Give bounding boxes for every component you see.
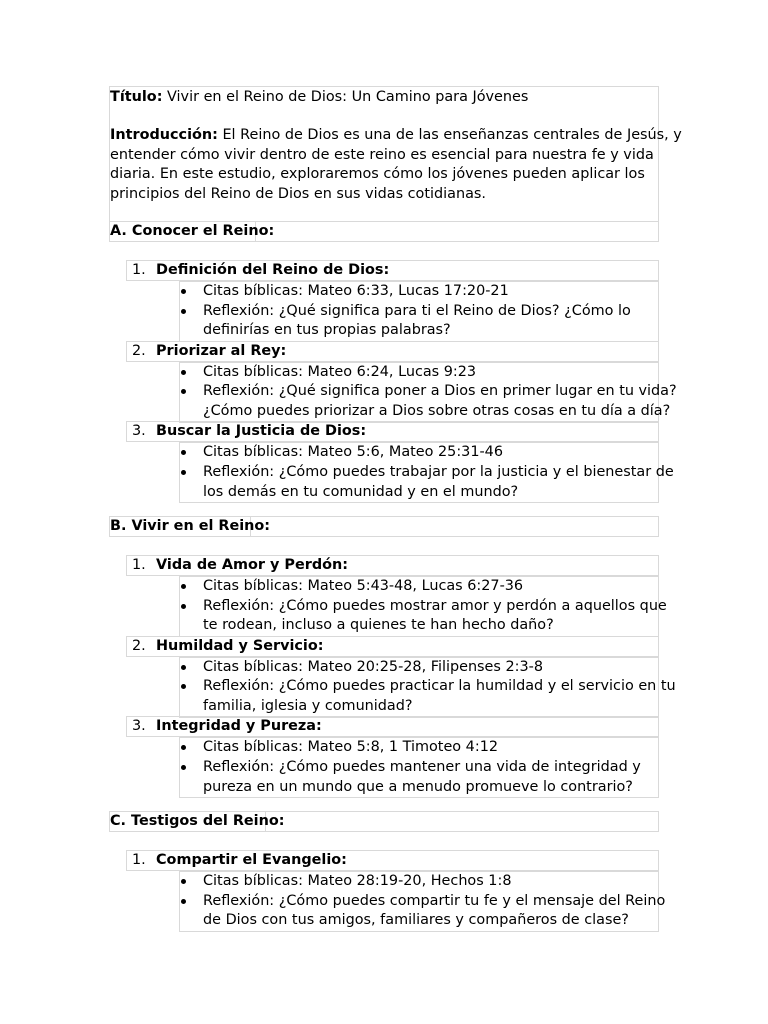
bullet-text: Reflexión: ¿Cómo puedes mantener una vida de integridad y bbox=[203, 758, 641, 775]
section-heading: A. Conocer el Reino: bbox=[110, 223, 275, 239]
bullet-dot bbox=[181, 470, 186, 475]
list-item-title: Integridad y Pureza: bbox=[156, 718, 322, 735]
bullet-dot bbox=[181, 604, 186, 609]
bullet-dot bbox=[181, 765, 186, 770]
intro-line-3: diaria. En este estudio, exploraremos cómo los jóvenes pueden aplicar los bbox=[110, 166, 645, 182]
list-number: 1. bbox=[132, 557, 146, 573]
title-label: Título: bbox=[110, 89, 163, 105]
bullet-text: familia, iglesia y comunidad? bbox=[203, 698, 413, 714]
bullet-text: Reflexión: ¿Qué significa para ti el Reino de Dios? ¿Cómo lo bbox=[203, 302, 631, 319]
bullet-text: Reflexión: ¿Cómo puedes mostrar amor y perdón a aquellos que bbox=[203, 597, 667, 614]
list-number: 1. bbox=[132, 262, 146, 278]
bullet-text: Citas bíblicas: Mateo 5:43-48, Lucas 6:27-36 bbox=[203, 578, 524, 594]
bullet-text: Reflexión: ¿Cómo puedes practicar la humildad y el servicio en tu bbox=[203, 678, 676, 695]
bullet-dot bbox=[181, 899, 186, 904]
list-item-title: Buscar la Justicia de Dios: bbox=[156, 423, 367, 440]
section-heading: C. Testigos del Reino: bbox=[110, 813, 285, 829]
list-number: 2. bbox=[132, 342, 146, 359]
bullet-text: Citas bíblicas: Mateo 5:8, 1 Timoteo 4:12 bbox=[203, 739, 499, 756]
list-number: 1. bbox=[132, 852, 146, 868]
bullet-text: Citas bíblicas: Mateo 20:25-28, Filipenses 2:3-8 bbox=[203, 658, 543, 675]
intro-line-1 bbox=[110, 125, 682, 145]
list-item-title: Compartir el Evangelio: bbox=[156, 852, 347, 868]
list-item-title: Vida de Amor y Perdón: bbox=[156, 557, 349, 573]
bullet-text: te rodean, incluso a quienes te han hecho daño? bbox=[203, 617, 554, 634]
bullet-text: de Dios con tus amigos, familiares y compañeros de clase? bbox=[203, 912, 629, 929]
list-number: 2. bbox=[132, 637, 146, 654]
bullet-text: los demás en tu comunidad y en el mundo? bbox=[203, 483, 519, 500]
intro-text: El Reino de Dios es una de las enseñanzas centrales de Jesús, y bbox=[222, 127, 682, 143]
section-heading: B. Vivir en el Reino: bbox=[110, 518, 271, 534]
list-item-title: Humildad y Servicio: bbox=[156, 637, 324, 654]
bullet-text: Reflexión: ¿Cómo puedes trabajar por la justicia y el bienestar de bbox=[203, 463, 674, 480]
title-line bbox=[110, 87, 528, 107]
intro-line-2: entender cómo vivir dentro de este reino es esencial para nuestra fe y vida bbox=[110, 147, 654, 163]
list-item-title: Definición del Reino de Dios: bbox=[156, 262, 390, 278]
bullet-dot bbox=[181, 289, 186, 294]
bullet-text: ¿Cómo puedes priorizar a Dios sobre otras cosas en tu día a día? bbox=[203, 403, 671, 419]
bullet-text: Citas bíblicas: Mateo 28:19-20, Hechos 1:8 bbox=[203, 873, 512, 889]
bullet-text: Reflexión: ¿Cómo puedes compartir tu fe y el mensaje del Reino bbox=[203, 892, 666, 909]
document-title: Vivir en el Reino de Dios: Un Camino para Jóvenes bbox=[167, 89, 529, 105]
list-item-title: Priorizar al Rey: bbox=[156, 342, 287, 359]
bullet-dot bbox=[181, 584, 186, 589]
bullet-text: Reflexión: ¿Qué significa poner a Dios en primer lugar en tu vida? bbox=[203, 383, 677, 400]
bullet-text: definirías en tus propias palabras? bbox=[203, 322, 451, 339]
bullet-dot bbox=[181, 370, 186, 375]
bullet-text: Citas bíblicas: Mateo 6:24, Lucas 9:23 bbox=[203, 363, 477, 380]
bullet-dot bbox=[181, 309, 186, 314]
intro-label: Introducción: bbox=[110, 127, 218, 143]
bullet-dot bbox=[181, 665, 186, 670]
bullet-text: Citas bíblicas: Mateo 5:6, Mateo 25:31-46 bbox=[203, 444, 503, 461]
list-number: 3. bbox=[132, 718, 146, 735]
list-number: 3. bbox=[132, 423, 146, 440]
bullet-text: pureza en un mundo que a menudo promueve lo contrario? bbox=[203, 778, 633, 795]
intro-line-4: principios del Reino de Dios en sus vidas cotidianas. bbox=[110, 186, 486, 202]
bullet-text: Citas bíblicas: Mateo 6:33, Lucas 17:20-21 bbox=[203, 283, 509, 299]
bullet-dot bbox=[181, 879, 186, 884]
